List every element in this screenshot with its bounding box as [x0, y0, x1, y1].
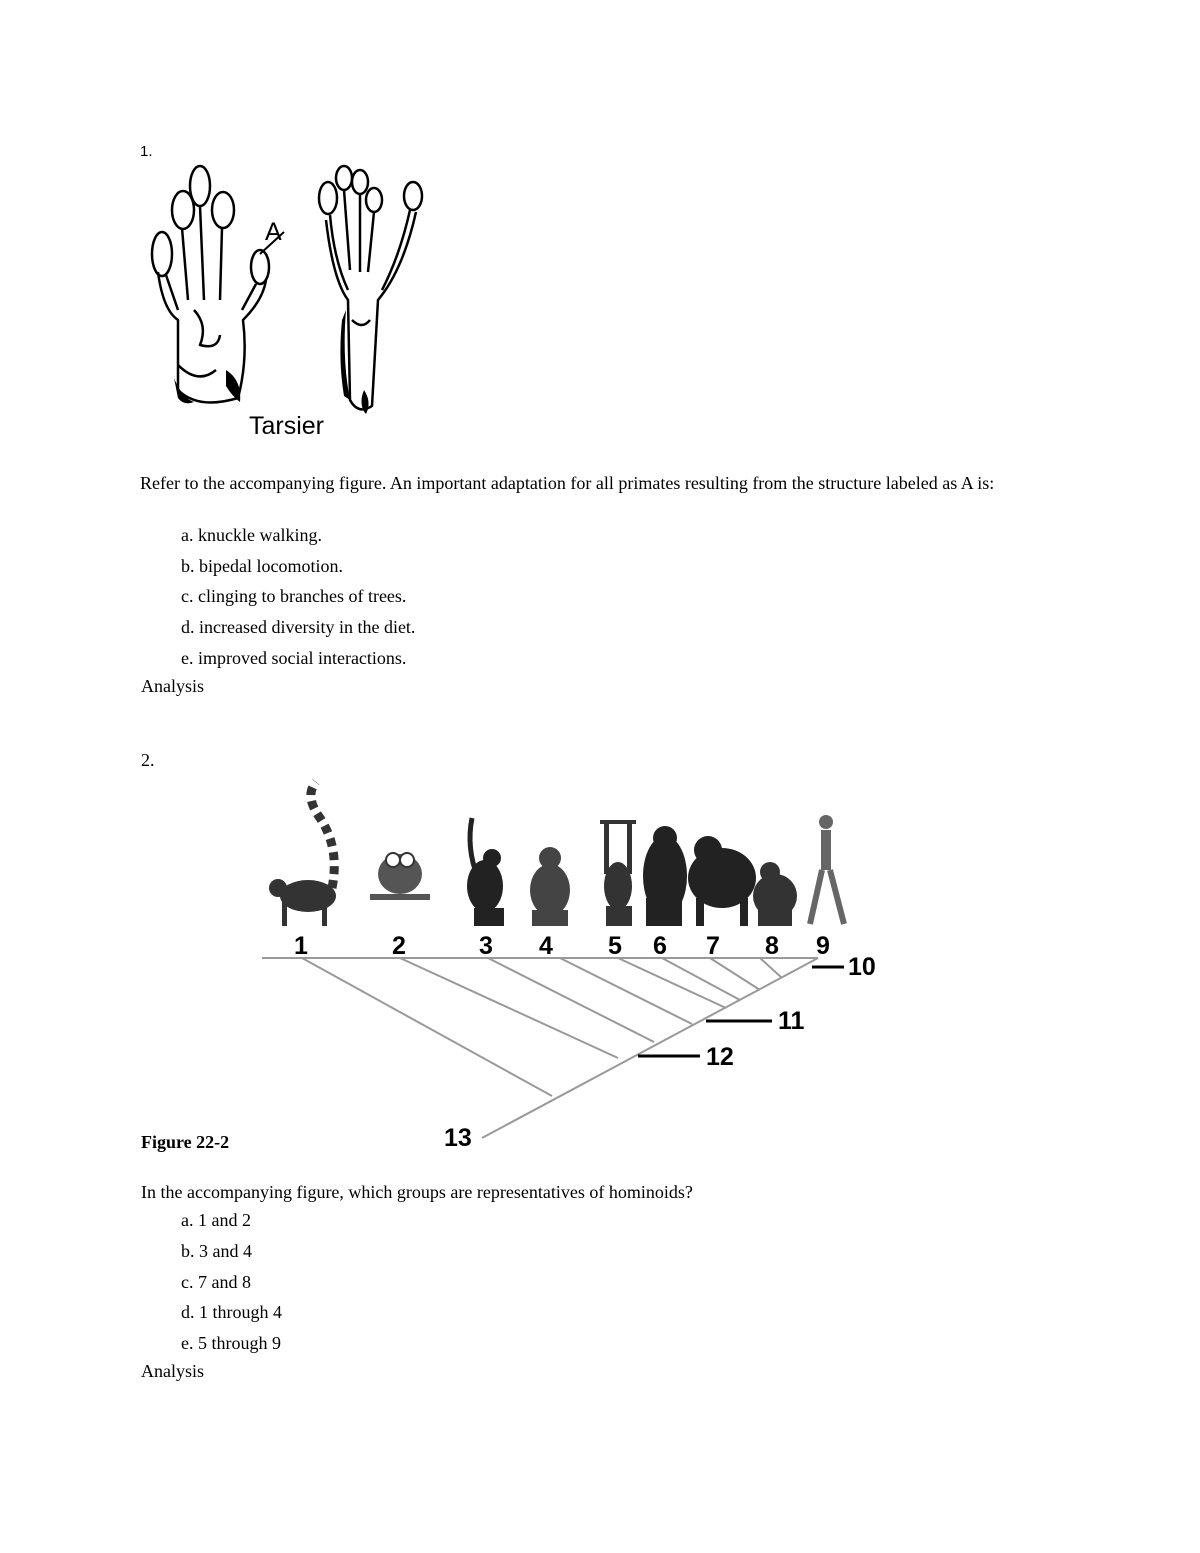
orangutan-6-silhouette	[643, 826, 687, 926]
tarsier-foot-drawing	[319, 166, 422, 409]
monkey-4-silhouette	[530, 847, 570, 926]
question-1-choice-b[interactable]: b. bipedal locomotion.	[181, 556, 343, 576]
question-2-choice-e[interactable]: e. 5 through 9	[181, 1333, 281, 1353]
question-1-stem: Refer to the accompanying figure. An important adaptation for all primates resulting from the structure labeled as A is:	[140, 473, 995, 493]
tip-label-3: 3	[479, 932, 493, 960]
figure-caption-22-2: Figure 22-2	[141, 1132, 230, 1152]
question-2-choice-b[interactable]: b. 3 and 4	[181, 1241, 252, 1261]
question-1-choice-e[interactable]: e. improved social interactions.	[181, 648, 407, 668]
question-2-choice-d[interactable]: d. 1 through 4	[181, 1302, 282, 1322]
monkey-3-silhouette	[467, 818, 504, 926]
question-2-stem: In the accompanying figure, which groups are representatives of hominoids?	[141, 1182, 693, 1202]
question-1-choice-a[interactable]: a. knuckle walking.	[181, 525, 322, 545]
question-1-analysis-label: Analysis	[141, 676, 204, 696]
tip-label-1: 1	[294, 932, 308, 960]
tip-label-8: 8	[765, 932, 779, 960]
node-label-11: 11	[778, 1007, 805, 1035]
tarsier-hand-foot-illustration	[138, 160, 438, 450]
lemur-silhouette	[269, 782, 336, 926]
gorilla-7-silhouette	[688, 836, 756, 926]
structure-callout-label: A	[265, 218, 282, 246]
question-2-analysis-label: Analysis	[141, 1361, 204, 1381]
question-2-choice-a[interactable]: a. 1 and 2	[181, 1210, 251, 1230]
cladogram-lines	[262, 958, 818, 1138]
tarsier-hand-drawing	[152, 166, 269, 403]
human-9-silhouette	[810, 815, 844, 924]
tip-label-6: 6	[653, 932, 667, 960]
node-label-10: 10	[848, 953, 876, 981]
question-2-number: 2.	[141, 750, 155, 770]
tip-label-7: 7	[706, 932, 720, 960]
question-1-number: 1.	[140, 143, 153, 160]
tip-label-5: 5	[608, 932, 622, 960]
node-label-13: 13	[444, 1124, 472, 1152]
chimpanzee-8-silhouette	[753, 862, 797, 926]
node-label-12: 12	[706, 1043, 734, 1071]
question-1-choice-c[interactable]: c. clinging to branches of trees.	[181, 586, 407, 606]
figure-caption-tarsier: Tarsier	[249, 412, 325, 440]
tip-label-2: 2	[392, 932, 406, 960]
question-2-choice-c[interactable]: c. 7 and 8	[181, 1272, 251, 1292]
tip-label-9: 9	[816, 932, 830, 960]
tarsier-silhouette	[370, 853, 430, 900]
tip-label-4: 4	[539, 932, 553, 960]
gibbon-5-silhouette	[600, 820, 636, 926]
primate-phylogeny-figure	[260, 778, 880, 1158]
question-1-choice-d[interactable]: d. increased diversity in the diet.	[181, 617, 416, 637]
